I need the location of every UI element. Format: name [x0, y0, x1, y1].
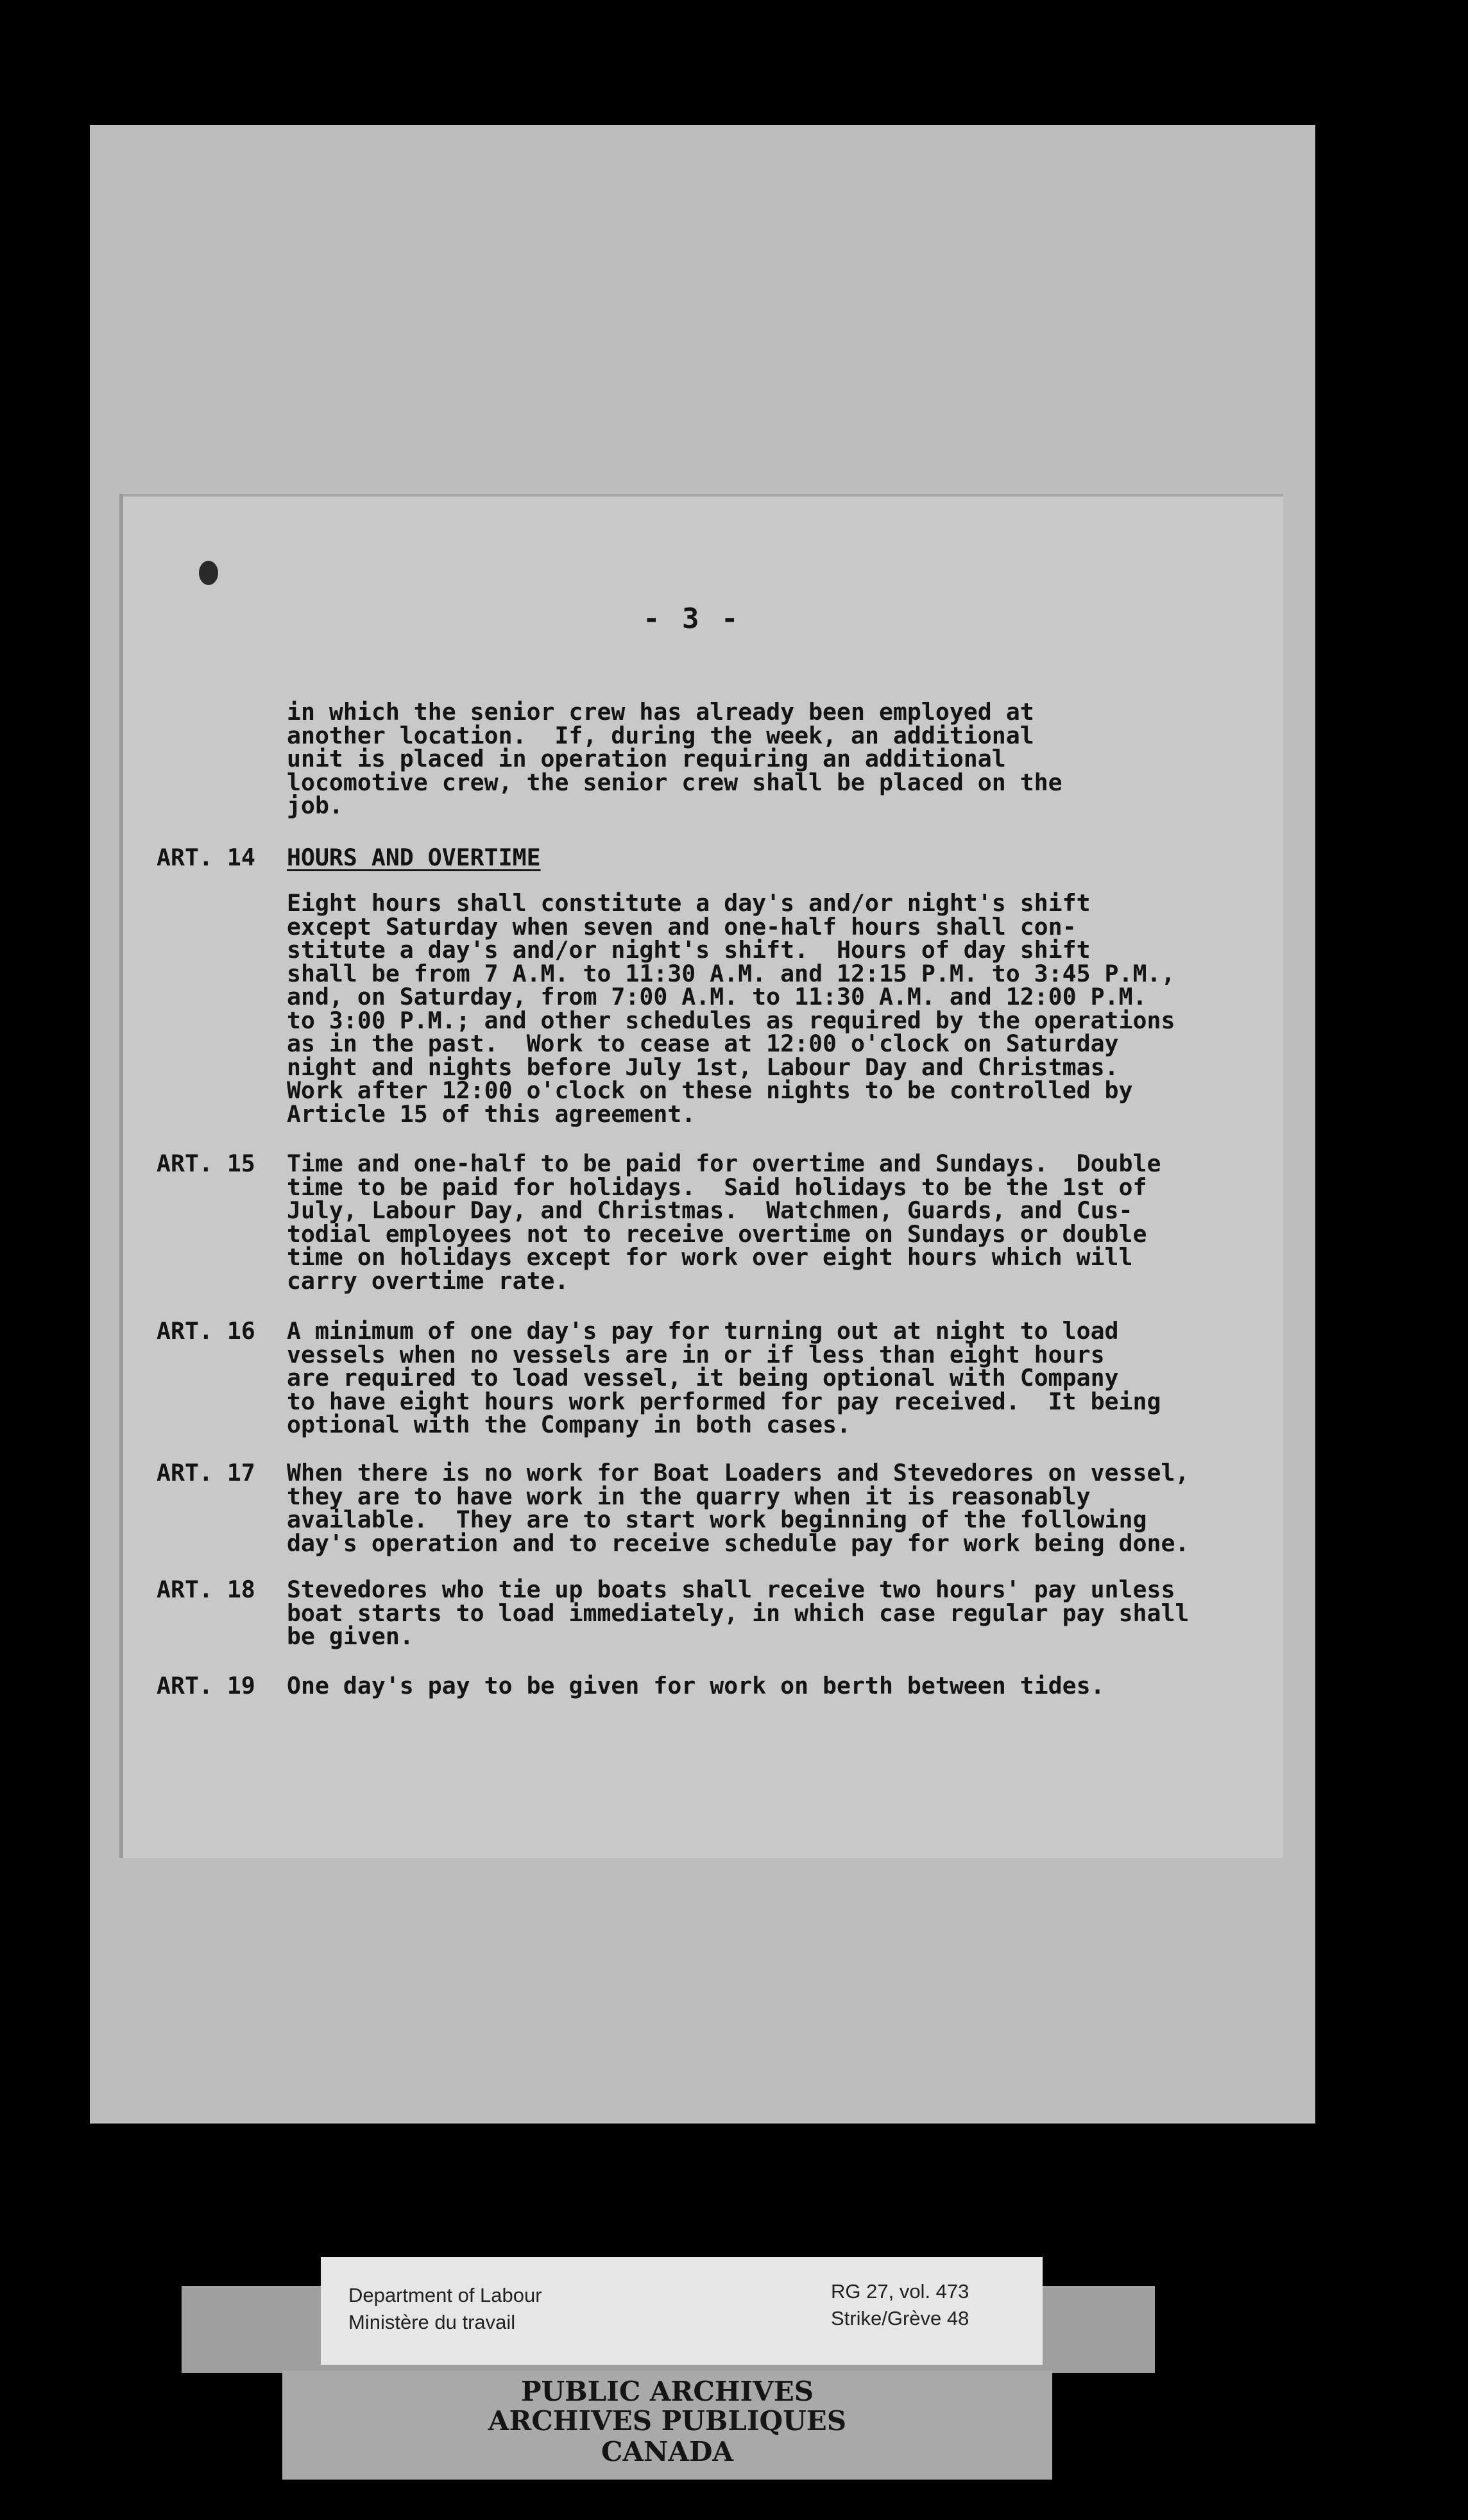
punch-hole: [199, 561, 218, 585]
label-dept-en: Department of Labour: [348, 2284, 542, 2306]
label-dept-fr: Ministère du travail: [348, 2311, 516, 2333]
article-label-19: ART. 19: [157, 1672, 255, 1699]
label-ref-strike: Strike/Grève 48: [831, 2307, 969, 2329]
archives-stamp: [282, 2371, 1052, 2480]
stamp-line-1: PUBLIC ARCHIVES: [520, 2376, 814, 2407]
stamp-line-3: CANADA: [601, 2436, 733, 2467]
continuation-paragraph: in which the senior crew has already been employed at another location. If, during the week, an additional unit is placed in operation requiring an additional locomotive crew, the senior crew shall be placed on the job.: [287, 698, 1063, 819]
document-page: [123, 494, 1283, 1858]
article-label-15: ART. 15: [157, 1150, 255, 1177]
archive-label: [321, 2257, 1043, 2365]
article-text-14: Eight hours shall constitute a day's and/or night's shift except Saturday when seven and one-half hours shall con- stitute a day's and/or night's shift. Hours of day shift shall be from 7 A.M. to 11:30 A.M. and 12:15 P.M. to 3:45 P.M., and, on Saturday, from 7:00 A.M. to 11:30 A.M. and 12:00 P.M. to 3:00 P.M.; and other schedules as required by the operations as in the past. Work to cease at 12:00 o'clock on Saturday night and nights before July 1st, Labour Day and Christmas. Work after 12:00 o'clock on these nights to be controlled by Article 15 of this agreement.: [287, 889, 1175, 1128]
article-text-17: When there is no work for Boat Loaders and Stevedores on vessel, they are to have work in the quarry when it is reasonably available. They are to start work beginning of the following day's operation and to receive schedule pay for work being done.: [287, 1459, 1190, 1557]
stamp-line-2: ARCHIVES PUBLIQUES: [488, 2405, 847, 2437]
article-label-17: ART. 17: [157, 1459, 255, 1486]
article-text-16: A minimum of one day's pay for turning out at night to load vessels when no vessels are in or if less than eight hours are required to load vessel, it being optional with Company to have eight hours work performed for pay received. It being optional with the Company in both cases.: [287, 1317, 1161, 1438]
article-text-15: Time and one-half to be paid for overtime and Sundays. Double time to be paid for holidays. Said holidays to be the 1st of July, Labour Day, and Christmas. Watchmen, Guards, and Cus- todial employees not to receive overtime on Sundays or double time on holidays except for work over eight hours which will carry overtime rate.: [287, 1150, 1161, 1295]
article-label-18: ART. 18: [157, 1576, 255, 1603]
article-text-19: One day's pay to be given for work on berth between tides.: [287, 1672, 1105, 1699]
article-text-18: Stevedores who tie up boats shall receive two hours' pay unless boat starts to load immediately, in which case regular pay shall be given.: [287, 1576, 1190, 1650]
label-ref-volume: RG 27, vol. 473: [831, 2280, 969, 2303]
page-number: - 3 -: [643, 602, 741, 635]
article-heading-14: HOURS AND OVERTIME: [287, 844, 541, 871]
article-label-16: ART. 16: [157, 1317, 255, 1345]
article-label-14: ART. 14: [157, 844, 255, 871]
